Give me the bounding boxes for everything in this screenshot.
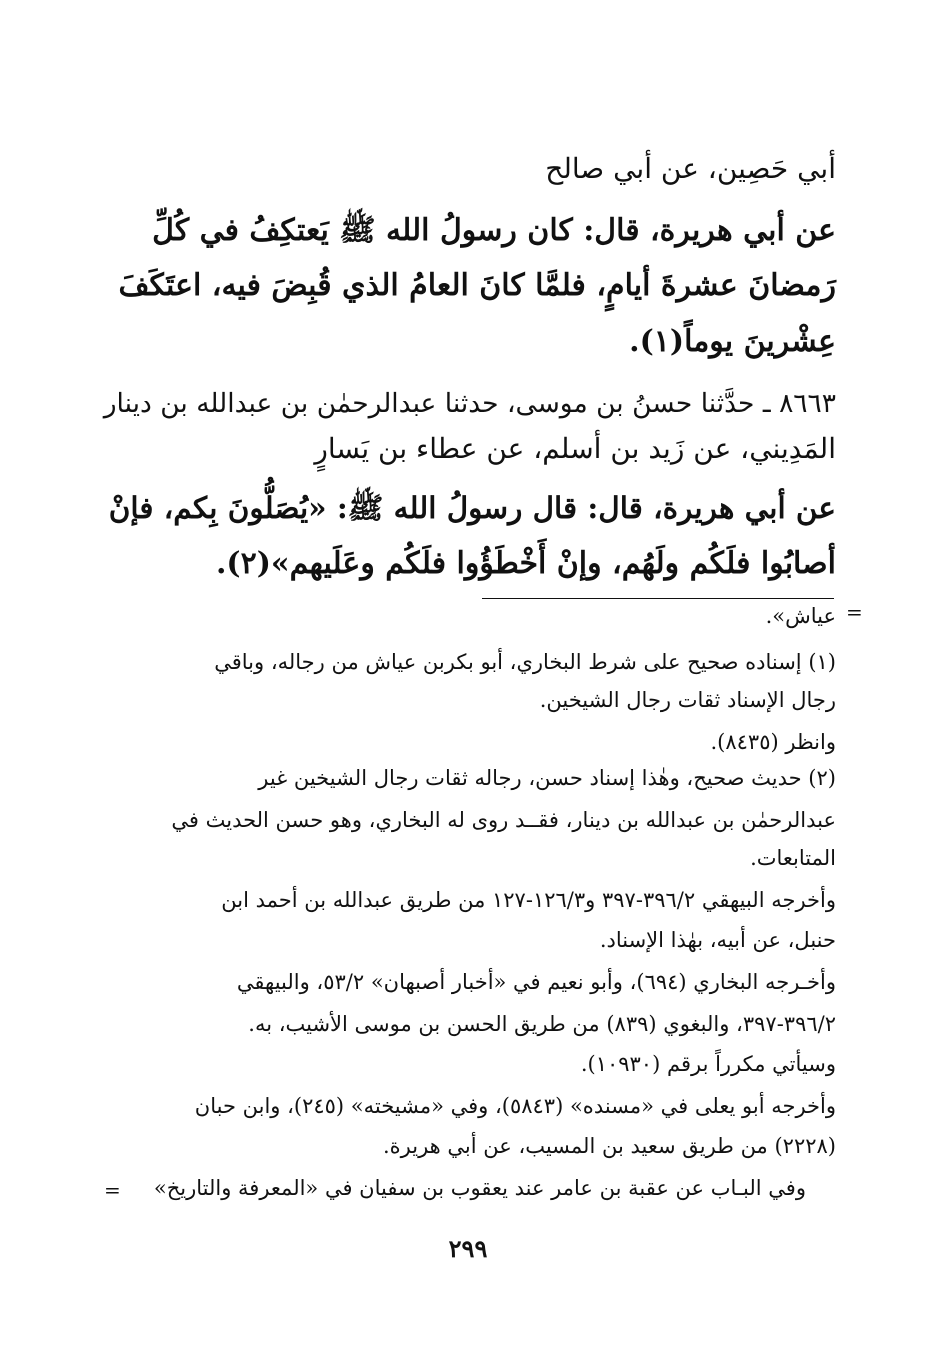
main-line-1: أبي حَصِين، عن أبي صالح (545, 152, 836, 185)
footnote-2-line-5: حنبل، عن أبيه، بهٰذا الإسناد. (599, 928, 836, 952)
hadith2-line-2: أصابُوا فلَكُم ولَهُم، وإنْ أَخْطَؤُوا فلَكُم وعَلَيهم»(٢). (215, 546, 836, 581)
footnote-1-line-1: (١) إسناده صحيح على شرط البخاري، أبو بكربن عياش من رجاله، وباقي (214, 650, 836, 674)
continuation-mark-top: = (846, 600, 863, 624)
continuation-mark-bottom: = (104, 1178, 121, 1202)
isnad2-line-2: المَدِيني، عن زَيد بن أسلم، عن عطاء بن يَسارٍ (314, 432, 836, 465)
hadith1-line-3: عِشْرينَ يوماً(١). (629, 324, 836, 359)
footnote-2-line-6: وأخـرجه البخاري (٦٩٤)، وأبو نعيم في «أخبار أصبهان» ٥٣/٢، والبيهقي (236, 970, 836, 994)
footnote-2-line-3: المتابعات. (750, 846, 836, 870)
footnote-2-line-11: وفي البـاب عن عقبة بن عامر عند يعقوب بن سفيان في «المعرفة والتاريخ» (153, 1176, 806, 1200)
footnote-1-line-3: وانظر (٨٤٣٥). (710, 730, 836, 754)
footnote-1-line-2: رجال الإسناد ثقات رجال الشيخين. (539, 688, 836, 712)
footnote-2-line-2: عبدالرحمٰن بن عبدالله بن دينار، فقــد روى له البخاري، وهو حسن الحديث في (171, 808, 836, 832)
footnote-carry-over: عياش». (765, 604, 836, 628)
footnote-2-line-10: (٢٢٢٨) من طريق سعيد بن المسيب، عن أبي هريرة. (382, 1134, 836, 1158)
footnote-2-line-4: وأخرجه البيهقي ٣٩٦/٢-٣٩٧ و١٢٦/٣-١٢٧ من طريق عبدالله بن أحمد ابن (221, 888, 836, 912)
page-number: ٢٩٩ (448, 1234, 488, 1263)
hadith1-line-2: رَمضانَ عشرةَ أيامٍ، فلمَّا كانَ العامُ الذي قُبِضَ فيه، اعتَكَفَ (118, 268, 836, 303)
footnote-separator (482, 598, 834, 599)
footnote-2-line-8: وسيأتي مكرراً برقم (١٠٩٣٠). (580, 1052, 836, 1076)
footnote-2-line-1: (٢) حديث صحيح، وهٰذا إسناد حسن، رجاله ثقات رجال الشيخين غير (258, 766, 836, 790)
footnote-2-line-7: ٣٩٦/٢-٣٩٧، والبغوي (٨٣٩) من طريق الحسن بن موسى الأشيب، به. (248, 1012, 836, 1036)
hadith2-line-1: عن أبي هريرة، قال: قال رسولُ الله ﷺ: «يُصَلُّونَ بِكم، فإنْ (108, 490, 836, 525)
hadith1-line-1: عن أبي هريرة، قال: كان رسولُ الله ﷺ يَعتكِفُ في كُلِّ (152, 213, 836, 248)
footnote-2-line-9: وأخرجه أبو يعلى في «مسنده» (٥٨٤٣)، وفي «مشيخته» (٢٤٥)، وابن حبان (194, 1094, 836, 1118)
isnad2-line-1: ٨٦٦٣ ـ حدَّثنا حسنُ بن موسى، حدثنا عبدالرحمٰن بن عبدالله بن دينار (103, 388, 836, 419)
